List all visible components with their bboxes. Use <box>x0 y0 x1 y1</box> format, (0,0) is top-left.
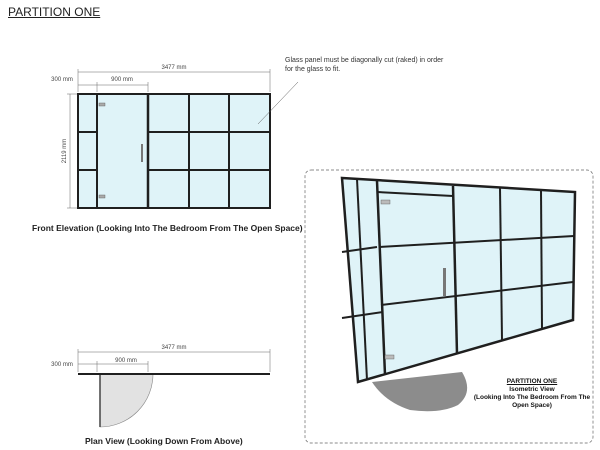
dim-height: 2119 mm <box>62 138 68 164</box>
iso-caption-text: (Looking Into The Bedroom From The Open Space) <box>473 394 591 409</box>
dim-left-panel: 300 mm <box>51 77 73 83</box>
dim-left-panel: 300 mm <box>51 362 73 368</box>
hinge-icon <box>99 195 105 198</box>
front-elevation <box>51 65 298 208</box>
iso-heading: PARTITION ONE <box>506 378 558 385</box>
hinge-icon <box>385 355 394 359</box>
page-title: PARTITION ONE <box>8 5 101 19</box>
glass-note: Glass panel must be diagonally cut (raked) in order for the glass to fit. <box>285 57 444 73</box>
door-handle-icon <box>443 268 446 296</box>
dim-door-width: 900 mm <box>111 77 133 83</box>
front-elevation-caption: Front Elevation (Looking Into The Bedroom From The Open Space) <box>32 223 303 233</box>
dim-overall-width: 3477 mm <box>161 65 187 71</box>
door-swing-arc <box>100 374 153 427</box>
iso-subheading: Isometric View <box>509 386 555 393</box>
hinge-icon <box>99 103 105 106</box>
hinge-icon <box>381 200 390 204</box>
dim-door-width: 900 mm <box>115 358 137 364</box>
glass-panels <box>78 94 270 208</box>
plan-view <box>51 345 270 427</box>
isometric-caption <box>472 378 592 410</box>
dim-overall-width: 3477 mm <box>161 345 187 351</box>
door-handle-icon <box>141 144 143 162</box>
plan-view-caption: Plan View (Looking Down From Above) <box>85 436 243 446</box>
floor-shadow <box>372 372 467 411</box>
